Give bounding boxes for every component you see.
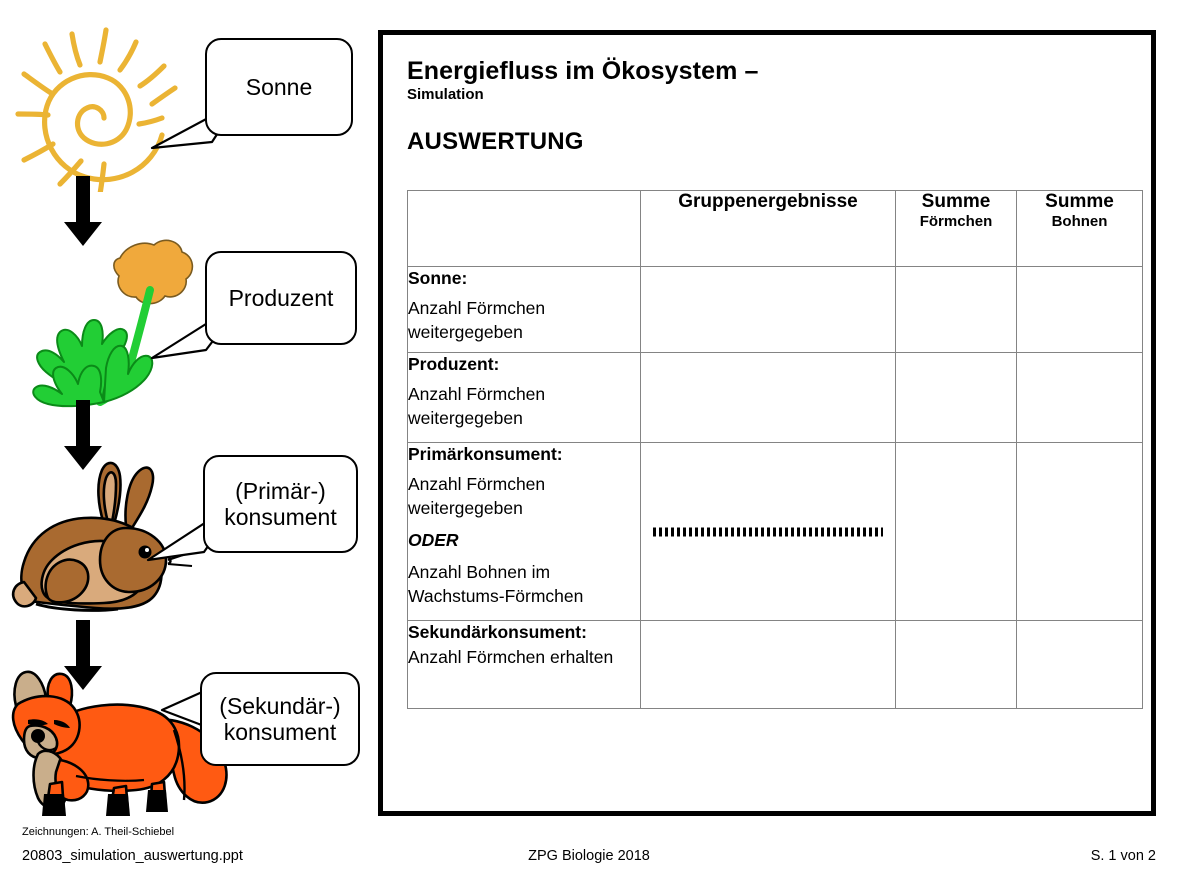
bubble-sonne [205, 38, 353, 136]
auswertung-table [407, 190, 1143, 709]
table-row [408, 353, 1143, 443]
cell-gruppenergebnisse-sonne[interactable] [641, 267, 896, 353]
row-label-primaerkonsument [408, 443, 641, 621]
row-body: Anzahl Förmchen weitergegeben [408, 383, 546, 428]
table-header-row [408, 191, 1143, 267]
table-header-corner [408, 191, 641, 267]
cell-summe-foermchen-sekundaerkonsument[interactable] [896, 621, 1017, 709]
table-row [408, 621, 1143, 709]
table-row [408, 267, 1143, 353]
table-row [408, 443, 1143, 621]
cell-summe-bohnen-produzent[interactable] [1017, 353, 1143, 443]
dotted-separator-line [641, 527, 895, 536]
page-subtitle: Simulation [407, 86, 484, 103]
cell-gruppenergebnisse-primaerkonsument[interactable] [641, 443, 896, 621]
footer-source: ZPG Biologie 2018 [528, 848, 650, 864]
cell-summe-bohnen-sonne[interactable] [1017, 267, 1143, 353]
row-body: Anzahl Förmchen erhalten [408, 646, 614, 667]
footer-pagenumber: S. 1 von 2 [1090, 848, 1156, 864]
bubble-label-sekundaerkonsument-line2: konsument [223, 719, 337, 745]
row-title: Produzent: [408, 354, 500, 374]
summe-foermchen-line1: Summe [921, 191, 991, 212]
row-label-sonne [408, 267, 641, 353]
cell-gruppenergebnisse-produzent[interactable] [641, 353, 896, 443]
row-label-sekundaerkonsument [408, 621, 641, 709]
bubble-label-sonne: Sonne [245, 73, 313, 100]
down-arrow-icon [62, 620, 104, 692]
page-title: Energiefluss im Ökosystem – [407, 57, 759, 85]
table-header-summe-bohnen [1017, 191, 1143, 267]
bubble-label-primaerkonsument-line1: (Primär-) [235, 477, 326, 504]
cell-summe-foermchen-produzent[interactable] [896, 353, 1017, 443]
row-title: Sekundärkonsument: [408, 622, 587, 642]
page-footer [0, 848, 1178, 874]
row-label-produzent [408, 353, 641, 443]
down-arrow-icon [62, 400, 104, 472]
cell-summe-foermchen-sonne[interactable] [896, 267, 1017, 353]
bubble-sekundaerkonsument [200, 672, 360, 766]
row-title: Primärkonsument: [408, 444, 563, 464]
row-body: Anzahl Förmchen weitergegeben [408, 473, 546, 518]
row-title: Sonne: [408, 268, 468, 288]
table-header-gruppenergebnisse: Gruppenergebnisse [641, 191, 896, 267]
cell-gruppenergebnisse-sekundaerkonsument[interactable] [641, 621, 896, 709]
bubble-label-produzent: Produzent [228, 284, 334, 311]
footer-filename: 20803_simulation_auswertung.ppt [22, 848, 243, 864]
summe-foermchen-line2: Förmchen [919, 213, 993, 230]
cell-summe-bohnen-primaerkonsument[interactable] [1017, 443, 1143, 621]
section-title: AUSWERTUNG [407, 128, 584, 155]
summe-bohnen-line1: Summe [1045, 191, 1114, 212]
cell-summe-bohnen-sekundaerkonsument[interactable] [1017, 621, 1143, 709]
food-chain-illustration [0, 0, 372, 824]
cell-summe-foermchen-primaerkonsument[interactable] [896, 443, 1017, 621]
summe-bohnen-line2: Bohnen [1051, 213, 1108, 230]
row-oder: ODER [408, 530, 459, 551]
bubble-primaerkonsument [203, 455, 358, 553]
bubble-label-primaerkonsument-line2: konsument [224, 504, 337, 530]
worksheet-frame [378, 30, 1156, 816]
row-body: Anzahl Förmchen weitergegeben [408, 297, 546, 342]
bubble-label-sekundaerkonsument-line1: (Sekundär-) [219, 692, 341, 719]
drawings-credit: Zeichnungen: A. Theil-Schiebel [22, 826, 175, 838]
row-body-alt: Anzahl Bohnen im Wachstums-Förmchen [408, 562, 584, 606]
bubble-produzent [205, 251, 357, 345]
down-arrow-icon [62, 176, 104, 248]
table-header-summe-foermchen [896, 191, 1017, 267]
